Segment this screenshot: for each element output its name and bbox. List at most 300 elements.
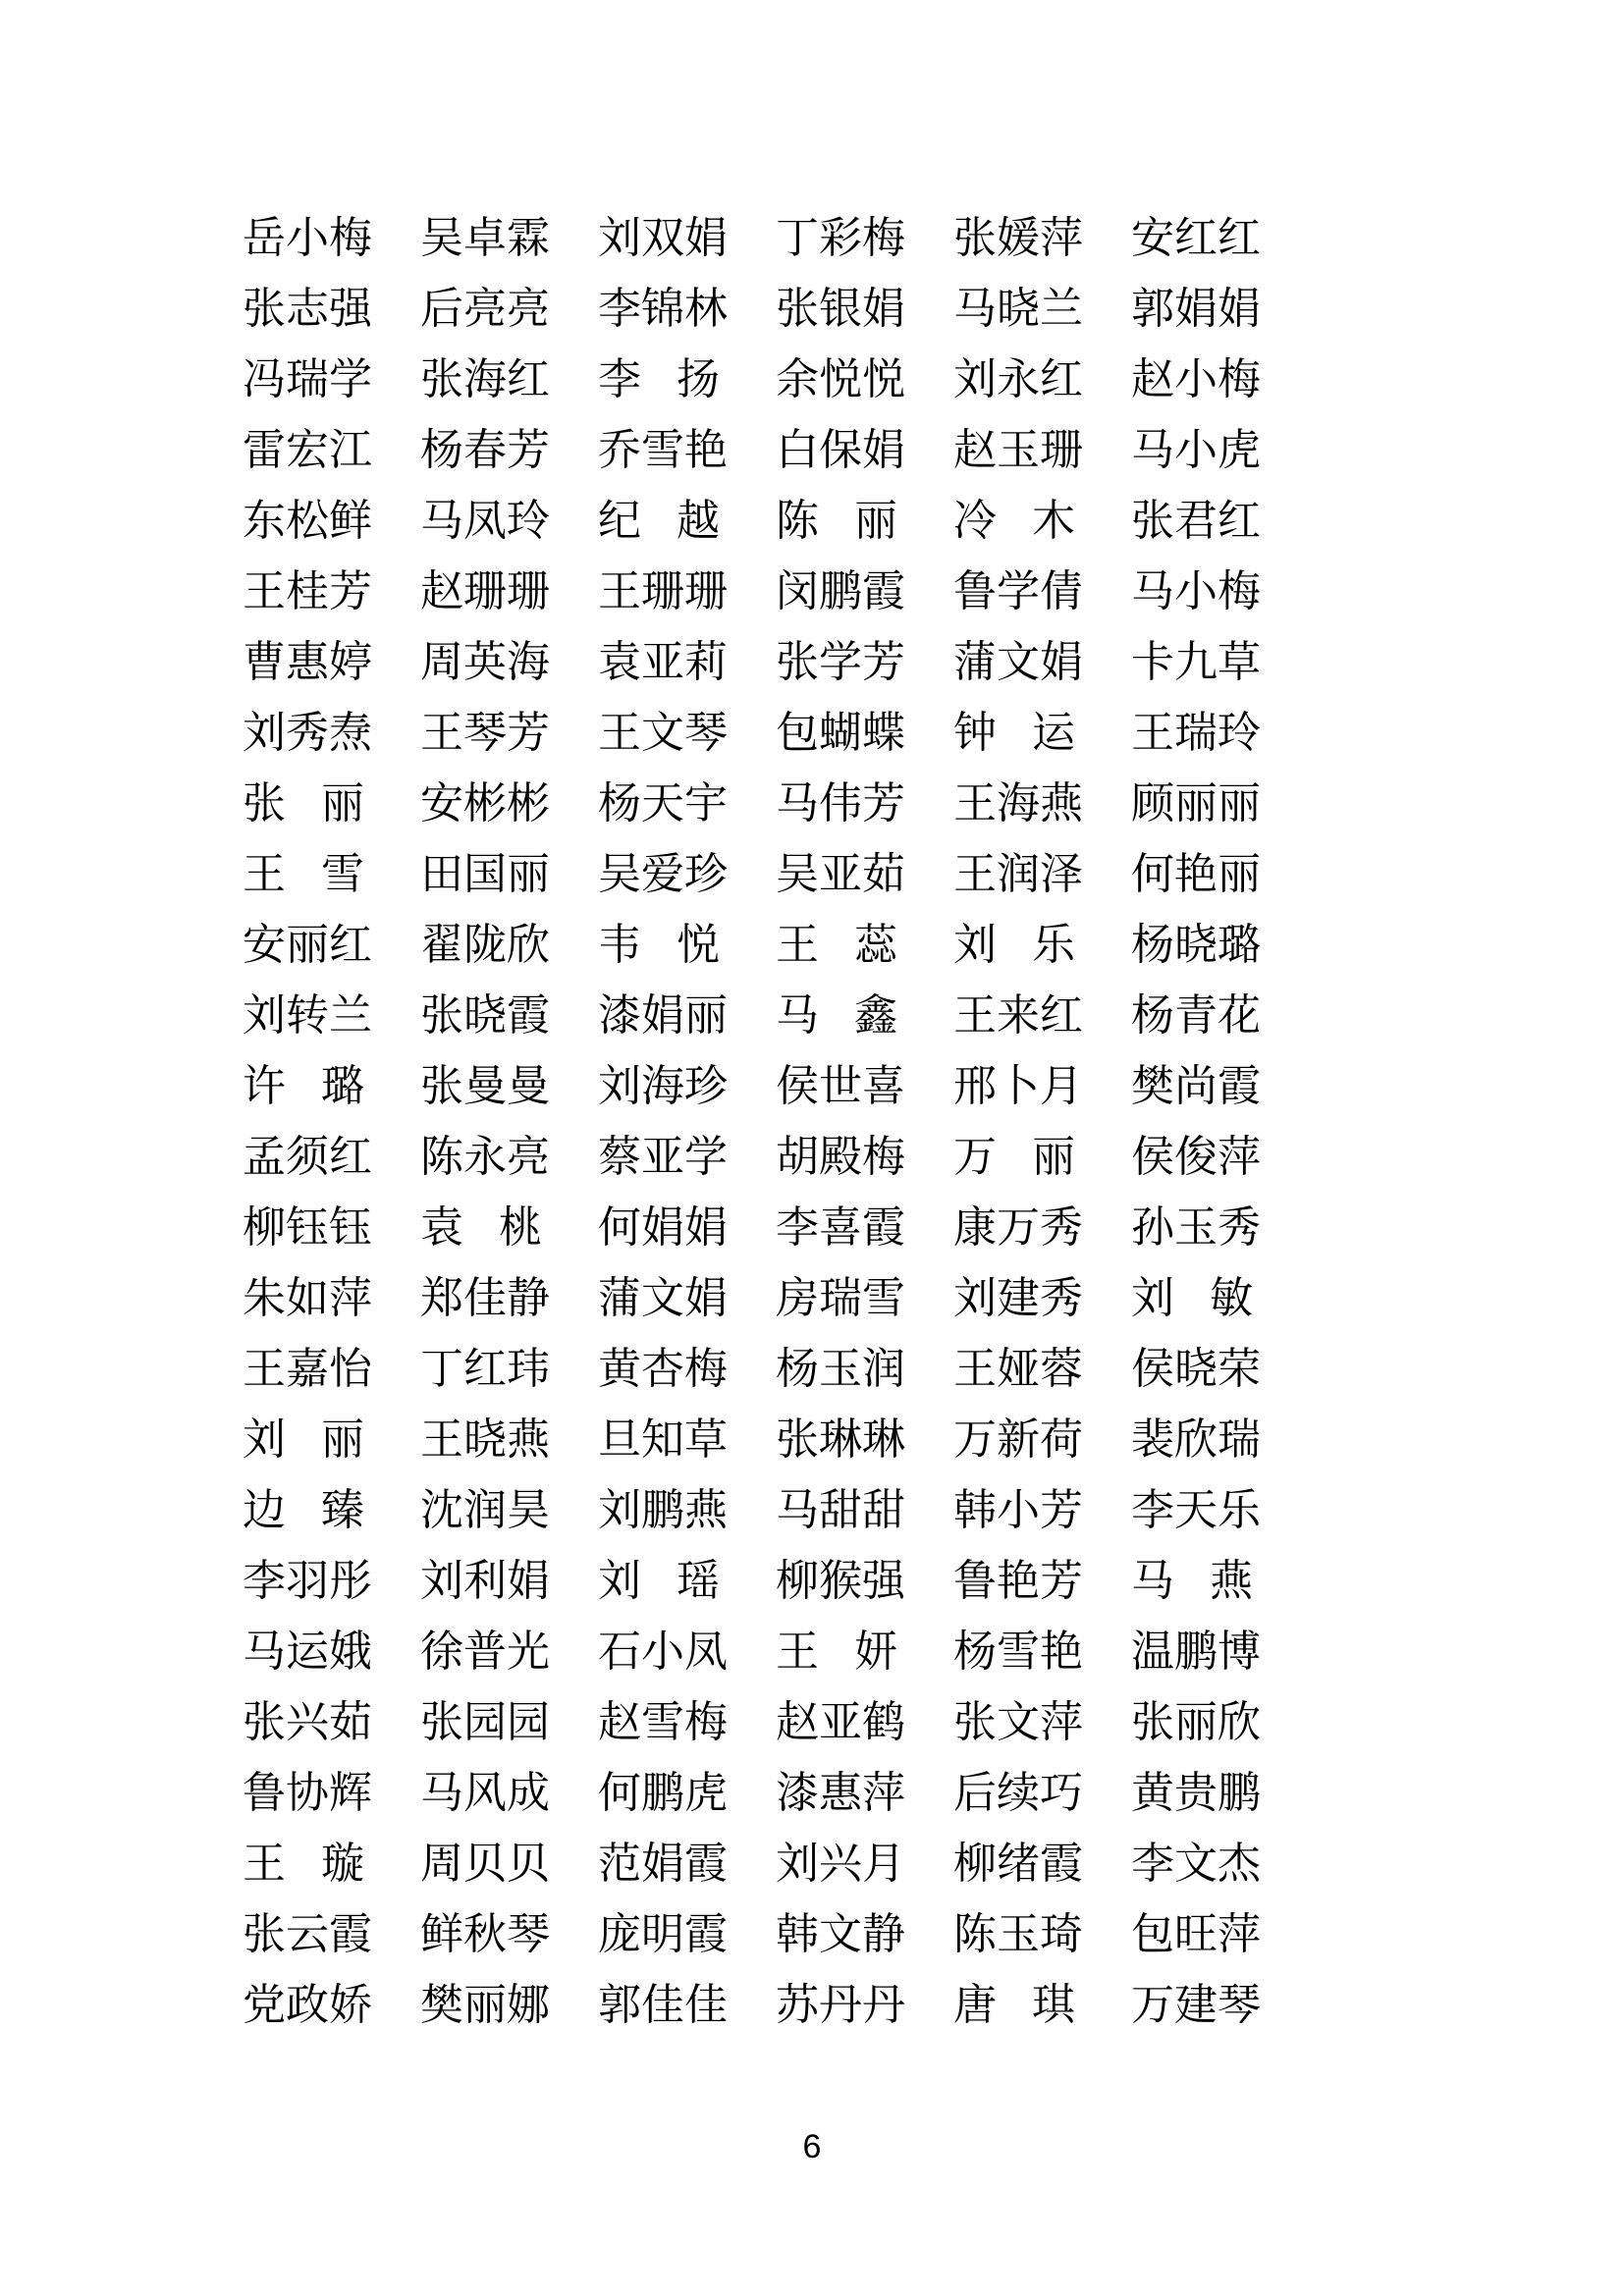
name-character: 佳 — [463, 1274, 507, 1322]
person-name — [598, 850, 728, 898]
name-character: 兰 — [329, 991, 372, 1040]
name-character: 刘 — [776, 1840, 819, 1888]
name-character: 雪 — [862, 1274, 905, 1322]
name-character: 丽 — [1174, 779, 1218, 828]
person-name — [598, 1840, 728, 1888]
person-name — [243, 1698, 372, 1746]
name-character: 田 — [420, 850, 463, 898]
person-name — [598, 779, 728, 828]
name-row — [243, 981, 1261, 1051]
person-name — [243, 1981, 372, 2029]
name-character: 尚 — [1174, 1062, 1218, 1110]
name-character: 朱 — [243, 1274, 286, 1322]
name-character: 明 — [641, 1910, 684, 1958]
name-character: 茹 — [862, 850, 905, 898]
person-name — [598, 991, 728, 1040]
person-name — [420, 709, 550, 757]
name-character: 红 — [1040, 991, 1083, 1040]
name-character: 黄 — [1131, 1769, 1174, 1817]
name-character: 杨 — [1131, 991, 1174, 1040]
name-character: 霞 — [1218, 1062, 1261, 1110]
name-character: 喜 — [862, 1062, 905, 1110]
person-name — [243, 285, 372, 333]
name-character: 亮 — [507, 285, 550, 333]
name-character: 绪 — [997, 1840, 1040, 1888]
person-name — [1131, 779, 1261, 828]
person-name — [1131, 355, 1261, 403]
name-character: 双 — [641, 214, 684, 262]
person-name — [1131, 426, 1261, 474]
name-character: 萍 — [1218, 1133, 1261, 1181]
name-character: 芳 — [507, 426, 550, 474]
name-character: 悦 — [862, 355, 905, 403]
person-name — [598, 1274, 728, 1322]
name-character: 梅 — [329, 214, 372, 262]
person-name — [243, 1062, 364, 1110]
name-character: 建 — [1174, 1981, 1218, 2029]
person-name — [1131, 1133, 1261, 1181]
name-character: 瑞 — [286, 355, 329, 403]
person-name — [1131, 709, 1261, 757]
name-character: 晓 — [463, 1415, 507, 1464]
name-character: 胡 — [776, 1133, 819, 1181]
person-name — [243, 1274, 372, 1322]
name-row — [243, 203, 1261, 274]
name-character: 珊 — [1040, 426, 1083, 474]
name-table — [243, 203, 1261, 2041]
person-name — [1131, 1203, 1261, 1252]
name-character: 玉 — [997, 426, 1040, 474]
name-character: 璐 — [1218, 921, 1261, 969]
person-name — [1131, 1415, 1261, 1464]
name-character: 凤 — [684, 1628, 728, 1676]
name-character: 卓 — [463, 214, 507, 262]
name-character: 丽 — [1174, 1698, 1218, 1746]
person-name — [776, 1769, 905, 1817]
name-character: 文 — [641, 1274, 684, 1322]
name-character: 静 — [862, 1910, 905, 1958]
person-name — [420, 285, 550, 333]
name-row — [243, 486, 1261, 557]
name-character: 东 — [243, 497, 286, 545]
name-character: 丁 — [776, 214, 819, 262]
person-name — [776, 921, 897, 969]
name-character: 丽 — [1218, 850, 1261, 898]
name-character: 璐 — [321, 1062, 364, 1110]
name-character: 康 — [953, 1203, 997, 1252]
person-name — [598, 1486, 728, 1534]
name-character: 张 — [953, 214, 997, 262]
name-character: 宏 — [286, 426, 329, 474]
name-character: 殿 — [819, 1133, 862, 1181]
name-character: 红 — [1174, 214, 1218, 262]
name-character: 鑫 — [854, 991, 897, 1040]
person-name — [598, 214, 728, 262]
name-character: 贝 — [463, 1840, 507, 1888]
person-name — [1131, 214, 1261, 262]
name-character: 亚 — [819, 850, 862, 898]
name-character: 欣 — [507, 921, 550, 969]
person-name — [420, 1062, 550, 1110]
name-row — [243, 910, 1261, 981]
name-character: 红 — [1040, 355, 1083, 403]
person-name — [953, 850, 1083, 898]
person-name — [243, 921, 372, 969]
name-character: 园 — [507, 1698, 550, 1746]
name-character: 君 — [1174, 497, 1218, 545]
name-character: 昊 — [507, 1486, 550, 1534]
name-character: 萍 — [1040, 214, 1083, 262]
name-character: 陈 — [776, 497, 819, 545]
person-name — [420, 1274, 550, 1322]
name-character: 林 — [684, 285, 728, 333]
name-character: 王 — [598, 567, 641, 615]
name-character: 乐 — [1032, 921, 1075, 969]
name-character: 瑞 — [1218, 1415, 1261, 1464]
name-character: 郑 — [420, 1274, 463, 1322]
name-character: 邢 — [953, 1062, 997, 1110]
name-character: 赵 — [598, 1698, 641, 1746]
name-character: 丽 — [286, 921, 329, 969]
name-character: 莉 — [684, 638, 728, 686]
name-character: 琦 — [1040, 1910, 1083, 1958]
person-name — [1131, 1557, 1253, 1605]
person-name — [243, 1842, 364, 1886]
name-character: 芳 — [507, 709, 550, 757]
name-character: 贝 — [507, 1840, 550, 1888]
person-name — [598, 1415, 728, 1464]
person-name — [243, 497, 372, 545]
name-character: 漆 — [598, 991, 641, 1040]
name-character: 纪 — [598, 497, 641, 545]
name-character: 鲁 — [953, 567, 997, 615]
name-character: 曼 — [507, 1062, 550, 1110]
person-name — [420, 426, 550, 474]
name-character: 万 — [997, 1203, 1040, 1252]
name-character: 张 — [1131, 1698, 1174, 1746]
name-row — [243, 839, 1261, 910]
person-name — [420, 779, 550, 828]
name-character: 沈 — [420, 1486, 463, 1534]
name-character: 妍 — [854, 1628, 897, 1676]
person-name — [243, 991, 372, 1040]
name-character: 玮 — [507, 1345, 550, 1393]
person-name — [243, 1203, 372, 1252]
name-character: 雪 — [997, 1628, 1040, 1676]
name-character: 霞 — [684, 1840, 728, 1888]
name-character: 张 — [776, 285, 819, 333]
name-character: 梅 — [684, 1345, 728, 1393]
name-character: 喜 — [819, 1203, 862, 1252]
name-character: 佳 — [684, 1981, 728, 2029]
name-character: 运 — [1032, 709, 1075, 757]
name-character: 学 — [329, 355, 372, 403]
person-name — [598, 921, 720, 969]
person-name — [243, 214, 372, 262]
name-character: 李 — [598, 355, 641, 403]
name-row — [243, 1546, 1253, 1617]
name-row — [243, 1334, 1261, 1405]
name-character: 丽 — [1032, 1133, 1075, 1181]
person-name — [243, 1345, 372, 1393]
person-name — [776, 1698, 905, 1746]
name-character: 海 — [463, 355, 507, 403]
person-name — [420, 1345, 550, 1393]
name-character: 梅 — [1218, 355, 1261, 403]
name-character: 陇 — [463, 921, 507, 969]
name-character: 琪 — [1032, 1981, 1075, 2029]
name-character: 春 — [463, 426, 507, 474]
name-character: 草 — [1218, 638, 1261, 686]
name-character: 丹 — [862, 1981, 905, 2029]
name-character: 红 — [507, 355, 550, 403]
name-character: 丽 — [1218, 779, 1261, 828]
name-character: 雪 — [321, 850, 364, 898]
name-character: 月 — [862, 1840, 905, 1888]
name-character: 萍 — [862, 1769, 905, 1817]
name-character: 润 — [463, 1486, 507, 1534]
person-name — [420, 355, 550, 403]
name-character: 如 — [286, 1274, 329, 1322]
name-character: 袁 — [598, 638, 641, 686]
name-character: 亚 — [641, 1133, 684, 1181]
person-name — [420, 1486, 550, 1534]
person-name — [953, 1698, 1083, 1746]
name-character: 来 — [997, 991, 1040, 1040]
name-character: 海 — [997, 779, 1040, 828]
person-name — [953, 1486, 1083, 1534]
name-character: 王 — [953, 991, 997, 1040]
name-character: 娟 — [1218, 285, 1261, 333]
name-character: 吴 — [776, 850, 819, 898]
name-character: 俊 — [1174, 1133, 1218, 1181]
name-character: 天 — [641, 779, 684, 828]
name-character: 风 — [463, 1769, 507, 1817]
name-character: 安 — [1131, 214, 1174, 262]
person-name — [776, 1203, 905, 1252]
name-character: 琴 — [684, 709, 728, 757]
name-character: 霞 — [862, 567, 905, 615]
name-character: 小 — [1174, 355, 1218, 403]
name-character: 张 — [420, 1062, 463, 1110]
person-name — [953, 1628, 1083, 1676]
name-character: 刘 — [420, 1557, 463, 1605]
name-character: 许 — [243, 1062, 286, 1110]
name-character: 玲 — [1218, 709, 1261, 757]
name-character: 孟 — [243, 1133, 286, 1181]
name-character: 鹏 — [641, 1769, 684, 1817]
name-character: 怡 — [329, 1345, 372, 1393]
person-name — [953, 355, 1083, 403]
name-character: 万 — [1131, 1981, 1174, 2029]
person-name — [1131, 497, 1261, 545]
name-character: 张 — [243, 1698, 286, 1746]
name-character: 秀 — [1040, 1274, 1083, 1322]
name-character: 柳 — [243, 1203, 286, 1252]
name-character: 兴 — [286, 1698, 329, 1746]
name-character: 曼 — [463, 1062, 507, 1110]
name-character: 王 — [243, 1345, 286, 1393]
name-character: 马 — [776, 779, 819, 828]
person-name — [598, 1133, 728, 1181]
name-character: 闵 — [776, 567, 819, 615]
name-character: 娟 — [641, 1840, 684, 1888]
name-character: 海 — [507, 638, 550, 686]
person-name — [1131, 850, 1261, 898]
person-name — [243, 779, 364, 828]
name-character: 彩 — [819, 214, 862, 262]
name-character: 王 — [598, 709, 641, 757]
name-character: 张 — [243, 779, 286, 828]
name-character: 蓉 — [1040, 1345, 1083, 1393]
name-character: 李 — [598, 285, 641, 333]
name-character: 蕊 — [854, 921, 897, 969]
name-character: 艳 — [997, 1557, 1040, 1605]
person-name — [953, 991, 1083, 1040]
name-character: 徐 — [420, 1628, 463, 1676]
name-character: 鹏 — [1218, 1769, 1261, 1817]
name-character: 艳 — [1174, 850, 1218, 898]
name-character: 天 — [1174, 1486, 1218, 1534]
name-character: 蝶 — [862, 709, 905, 757]
name-character: 范 — [598, 1840, 641, 1888]
name-character: 续 — [997, 1769, 1040, 1817]
name-character: 翟 — [420, 921, 463, 969]
name-row — [243, 1193, 1261, 1263]
name-character: 永 — [463, 1133, 507, 1181]
name-character: 文 — [1174, 1840, 1218, 1888]
person-name — [953, 1415, 1083, 1464]
name-character: 珍 — [684, 850, 728, 898]
name-character: 包 — [776, 709, 819, 757]
person-name — [243, 1415, 364, 1464]
person-name — [953, 1840, 1083, 1888]
name-row — [243, 345, 1261, 415]
name-character: 顾 — [1131, 779, 1174, 828]
name-character: 刘 — [1131, 1274, 1174, 1322]
person-name — [243, 1486, 364, 1534]
name-character: 琴 — [1218, 1981, 1261, 2029]
person-name — [776, 567, 905, 615]
name-character: 白 — [776, 426, 819, 474]
name-character: 后 — [953, 1769, 997, 1817]
person-name — [598, 1557, 720, 1605]
name-character: 马 — [243, 1628, 286, 1676]
name-character: 丹 — [819, 1981, 862, 2029]
name-character: 佳 — [641, 1981, 684, 2029]
name-character: 利 — [463, 1557, 507, 1605]
name-character: 丽 — [684, 991, 728, 1040]
name-character: 冷 — [953, 497, 997, 545]
name-character: 瑶 — [677, 1557, 720, 1605]
name-character: 秀 — [1040, 1203, 1083, 1252]
name-character: 彬 — [463, 779, 507, 828]
name-character: 杨 — [598, 779, 641, 828]
name-character: 国 — [463, 850, 507, 898]
person-name — [243, 355, 372, 403]
name-character: 赵 — [953, 426, 997, 474]
name-character: 梅 — [1218, 567, 1261, 615]
person-name — [598, 285, 728, 333]
name-character: 臻 — [321, 1486, 364, 1534]
name-character: 卡 — [1131, 638, 1174, 686]
name-character: 光 — [507, 1628, 550, 1676]
name-character: 马 — [1131, 1557, 1174, 1605]
name-character: 王 — [243, 850, 286, 898]
name-row — [243, 415, 1261, 486]
name-character: 文 — [819, 1910, 862, 1958]
name-character: 钟 — [953, 709, 997, 757]
name-character: 娟 — [684, 1203, 728, 1252]
name-character: 刘 — [953, 1274, 997, 1322]
name-character: 兴 — [819, 1840, 862, 1888]
person-name — [1131, 1628, 1261, 1676]
name-character: 张 — [1131, 497, 1174, 545]
name-character: 志 — [286, 285, 329, 333]
name-character: 文 — [641, 709, 684, 757]
name-character: 英 — [463, 638, 507, 686]
person-name — [953, 497, 1075, 545]
person-name — [598, 355, 720, 403]
name-character: 芳 — [862, 638, 905, 686]
name-character: 娟 — [641, 991, 684, 1040]
name-character: 张 — [243, 1910, 286, 1958]
person-name — [420, 850, 550, 898]
name-character: 刘 — [953, 921, 997, 969]
name-character: 韩 — [776, 1910, 819, 1958]
name-character: 草 — [684, 1415, 728, 1464]
name-character: 彤 — [329, 1557, 372, 1605]
name-character: 鲁 — [953, 1557, 997, 1605]
person-name — [420, 921, 550, 969]
name-character: 爱 — [641, 850, 684, 898]
name-character: 王 — [953, 850, 997, 898]
name-character: 红 — [463, 1345, 507, 1393]
name-character: 李 — [1131, 1840, 1174, 1888]
name-character: 周 — [420, 638, 463, 686]
name-character: 娥 — [329, 1628, 372, 1676]
person-name — [420, 1840, 550, 1888]
name-character: 红 — [1218, 214, 1261, 262]
person-name — [776, 1840, 905, 1888]
name-character: 转 — [286, 991, 329, 1040]
name-character: 惠 — [286, 638, 329, 686]
name-character: 张 — [420, 355, 463, 403]
name-character: 庞 — [598, 1910, 641, 1958]
name-character: 陈 — [420, 1133, 463, 1181]
name-character: 玉 — [819, 1345, 862, 1393]
name-character: 安 — [420, 779, 463, 828]
name-character: 刘 — [243, 1415, 286, 1464]
name-character: 芳 — [862, 779, 905, 828]
person-name — [420, 991, 550, 1040]
name-character: 娅 — [997, 1345, 1040, 1393]
person-name — [776, 1274, 905, 1322]
name-character: 月 — [1040, 1062, 1083, 1110]
person-name — [953, 1274, 1083, 1322]
name-character: 冯 — [243, 355, 286, 403]
person-name — [420, 1910, 550, 1958]
name-character: 鹏 — [641, 1486, 684, 1534]
name-character: 荷 — [1040, 1415, 1083, 1464]
name-character: 霞 — [684, 1910, 728, 1958]
name-character: 甜 — [862, 1486, 905, 1534]
name-character: 桂 — [286, 567, 329, 615]
person-name — [953, 1062, 1083, 1110]
name-character: 嘉 — [286, 1345, 329, 1393]
name-character: 侯 — [1131, 1133, 1174, 1181]
name-character: 娟 — [862, 426, 905, 474]
